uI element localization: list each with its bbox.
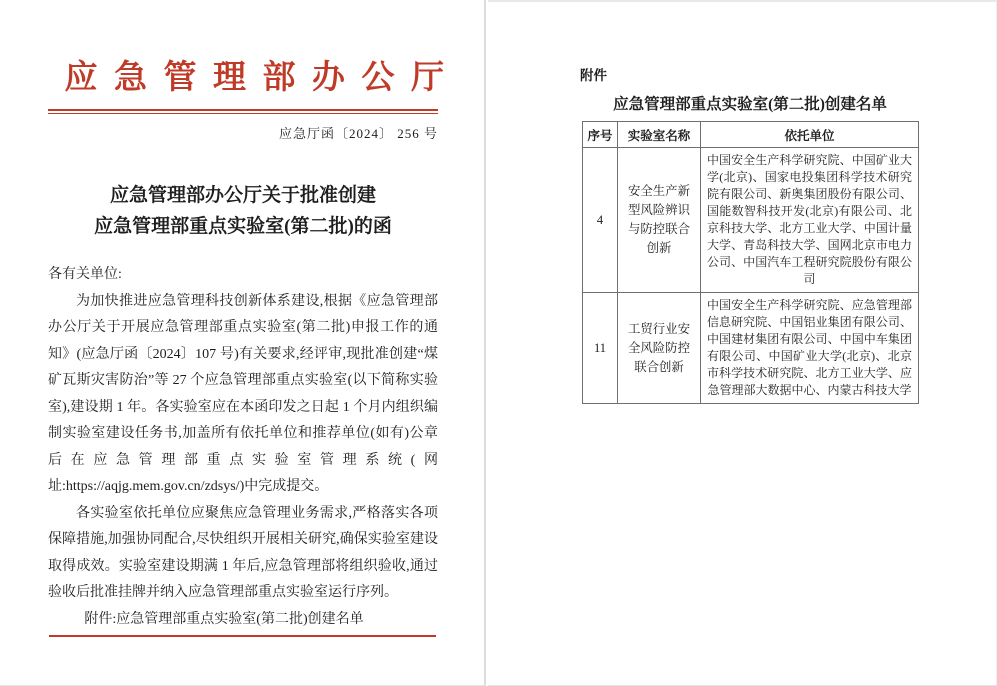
labs-table	[582, 121, 919, 404]
doc-title	[48, 180, 438, 242]
attachment-table-title: 应急管理部重点实验室(第二批)创建名单	[613, 96, 887, 113]
letter-body	[48, 262, 438, 633]
table-row	[583, 293, 919, 404]
supporting-units: 中国安全生产科学研究院、中国矿业大学(北京)、国家电投集团科学技术研究院有限公司、新奥集团股份有限公司、国能数智科技开发(北京)有限公司、北京科技大学、北方工业大学、中国计量大学、青岛科技大学、国网北京市电力公司、中国汽车工程研究院股份有限公司	[701, 148, 919, 293]
lab-name: 工贸行业安全风险防控联合创新	[618, 293, 701, 404]
page-left-letter	[0, 0, 486, 686]
table-row	[583, 148, 919, 293]
col-header-index: 序号	[583, 122, 618, 148]
agency-header: 应急管理部办公厅	[64, 60, 461, 96]
row-index: 11	[583, 293, 618, 404]
doc-title-line2: 应急管理部重点实验室(第二批)的函	[94, 216, 392, 238]
paragraph-2: 各实验室依托单位应聚焦应急管理业务需求,严格落实各项保障措施,加强协同配合,尽快组织开展相关研究,确保实验室建设取得成效。实验室建设期满 1 年后,应急管理部将组织验收,通过验收后批准挂牌并纳入应急管理部重点实验室运行序列。	[48, 505, 438, 601]
header-rule	[48, 109, 438, 114]
paragraph-1: 为加快推进应急管理科技创新体系建设,根据《应急管理部办公厅关于开展应急管理部重点实验室(第二批)申报工作的通知》(应急厅函〔2024〕107 号)有关要求,经评审,现批准创建“煤矿瓦斯灾害防治”等 27 个应急管理部重点实验室(以下简称实验室),建设期 1 年。各实验室应在本函印发之日起 1 个月内组织编制实验室建设任务书,加盖所有依托单位和推荐单位(如有)公章后在应急管理部重点实验室管理系统(网址:https://aqjg.mem.gov.cn/zdsys/)中完成提交。	[48, 293, 438, 495]
footer-rule	[49, 635, 436, 637]
doc-number: 应急厅函〔2024〕 256 号	[278, 126, 438, 142]
attachment-note: 附件:应急管理部重点实验室(第二批)创建名单	[84, 611, 364, 627]
lab-name: 安全生产新型风险辨识与防控联合创新	[618, 148, 701, 293]
col-header-supporting-units: 依托单位	[701, 122, 919, 148]
page-right-attachment	[488, 0, 997, 686]
row-index: 4	[583, 148, 618, 293]
supporting-units: 中国安全生产科学研究院、应急管理部信息研究院、中国铝业集团有限公司、中国建材集团有限公司、中国中车集团有限公司、中国矿业大学(北京)、北京市科学技术研究院、北方工业大学、应急管理部大数据中心、内蒙古科技大学	[701, 293, 919, 404]
table-header-row	[583, 122, 919, 148]
attachment-label: 附件	[580, 68, 607, 83]
col-header-lab-name: 实验室名称	[618, 122, 701, 148]
salutation: 各有关单位:	[48, 267, 122, 283]
attachment-content	[582, 64, 918, 404]
doc-title-line1: 应急管理部办公厅关于批准创建	[109, 185, 376, 207]
